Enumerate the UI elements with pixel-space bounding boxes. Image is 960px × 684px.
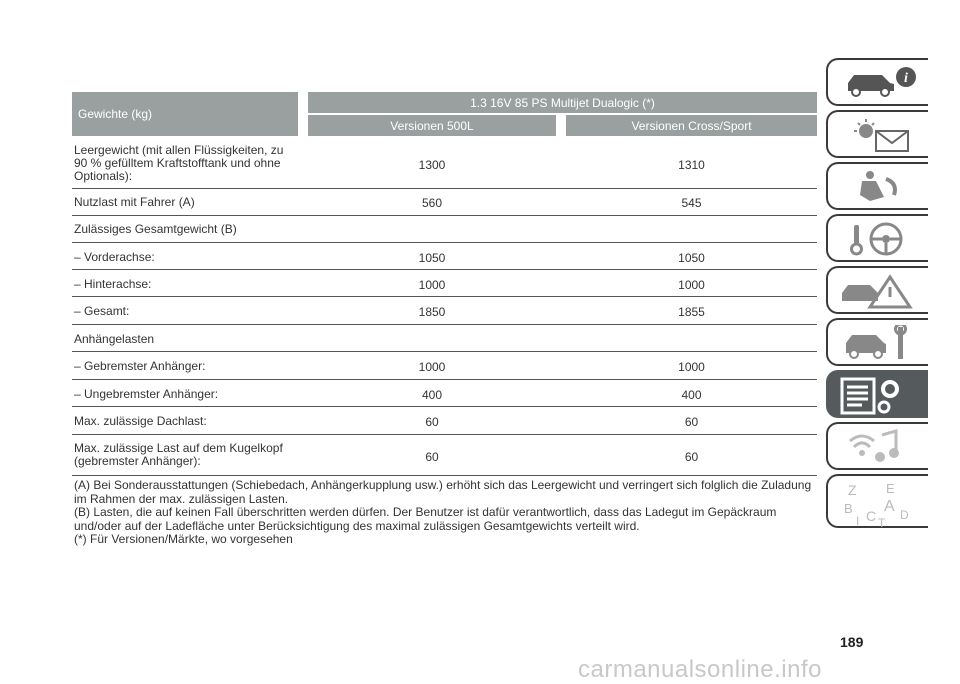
svg-text:i: i — [904, 71, 908, 86]
tab-technical-data[interactable] — [826, 370, 928, 418]
footnotes — [74, 479, 819, 547]
alphabetical-index-icon — [840, 481, 920, 529]
index-letter: I — [856, 514, 860, 528]
table-header — [72, 92, 817, 136]
tab-car-info[interactable] — [826, 58, 928, 106]
header-weights-label: Gewichte (kg) — [72, 92, 298, 136]
technical-data-gear-icon — [840, 377, 920, 417]
key-steering-wheel-icon — [840, 221, 920, 257]
header-version-500l: Versionen 500L — [308, 115, 556, 136]
table-row: Zulässiges Gesamtgewicht (B) — [72, 216, 817, 243]
footnote-b: (B) Lasten, die auf keinen Fall überschritten werden dürfen. Der Benutzer ist dafür verantwortlich, dass das Ladegut im Gepäckraum und/oder auf der Ladefläche unter Berücksichtigung des maximal zulässigen Gesamtgewichts verteilt wird. — [74, 505, 777, 533]
index-letter: E — [886, 481, 895, 496]
index-letter: Z — [848, 482, 857, 498]
tab-warning-lights[interactable] — [826, 110, 928, 158]
table-row: – Hinterachse: 1000 1000 — [72, 270, 817, 297]
index-letter: C — [866, 508, 877, 524]
table-row: – Vorderachse: 1050 1050 — [72, 243, 817, 270]
table-row: – Gesamt: 1850 1855 — [72, 297, 817, 325]
table-row: Max. zulässige Dachlast: 60 60 — [72, 407, 817, 435]
tab-multimedia[interactable] — [826, 422, 928, 470]
index-letter: T — [878, 516, 886, 529]
tab-safety[interactable] — [826, 162, 928, 210]
car-maintenance-tools-icon — [840, 325, 920, 361]
tab-starting-driving[interactable] — [826, 214, 928, 262]
footnote-c: (*) Für Versionen/Märkte, wo vorgesehen — [74, 532, 293, 546]
weights-table — [72, 92, 817, 476]
header-version-cross-sport: Versionen Cross/Sport — [566, 115, 817, 136]
header-engine: 1.3 16V 85 PS Multijet Dualogic (*) — [308, 92, 817, 113]
warning-lights-message-icon — [840, 117, 920, 153]
car-accident-warning-icon — [840, 273, 920, 309]
table-row: Max. zulässige Last auf dem Kugelkopf (gebremster Anhänger): 60 60 — [72, 435, 817, 476]
index-letter: B — [844, 501, 853, 516]
tab-emergency[interactable] — [826, 266, 928, 314]
table-row: – Gebremster Anhänger: 1000 1000 — [72, 352, 817, 380]
index-letter: D — [900, 508, 909, 522]
tab-index[interactable] — [826, 474, 928, 528]
page-number: 189 — [840, 634, 864, 650]
multimedia-music-icon — [840, 429, 920, 465]
footnote-a: (A) Bei Sonderausstattungen (Schiebedach, Anhängerkupplung usw.) erhöht sich das Leergewicht und verringert sich folglich die Zuladung im Rahmen der max. zulässigen Lasten. — [74, 478, 812, 506]
index-letter: A — [884, 498, 895, 515]
tab-maintenance[interactable] — [826, 318, 928, 366]
airbag-seat-icon — [840, 169, 920, 205]
table-row: – Ungebremster Anhänger: 400 400 — [72, 380, 817, 407]
watermark: carmanualsonline.info — [578, 656, 822, 683]
table-row: Anhängelasten — [72, 325, 817, 352]
table-row: Nutzlast mit Fahrer (A) 560 545 — [72, 189, 817, 216]
table-row: Leergewicht (mit allen Flüssigkeiten, zu 90 % gefülltem Kraftstofftank und ohne Optionals): 1300 1310 — [72, 136, 817, 189]
car-info-icon — [840, 65, 920, 101]
